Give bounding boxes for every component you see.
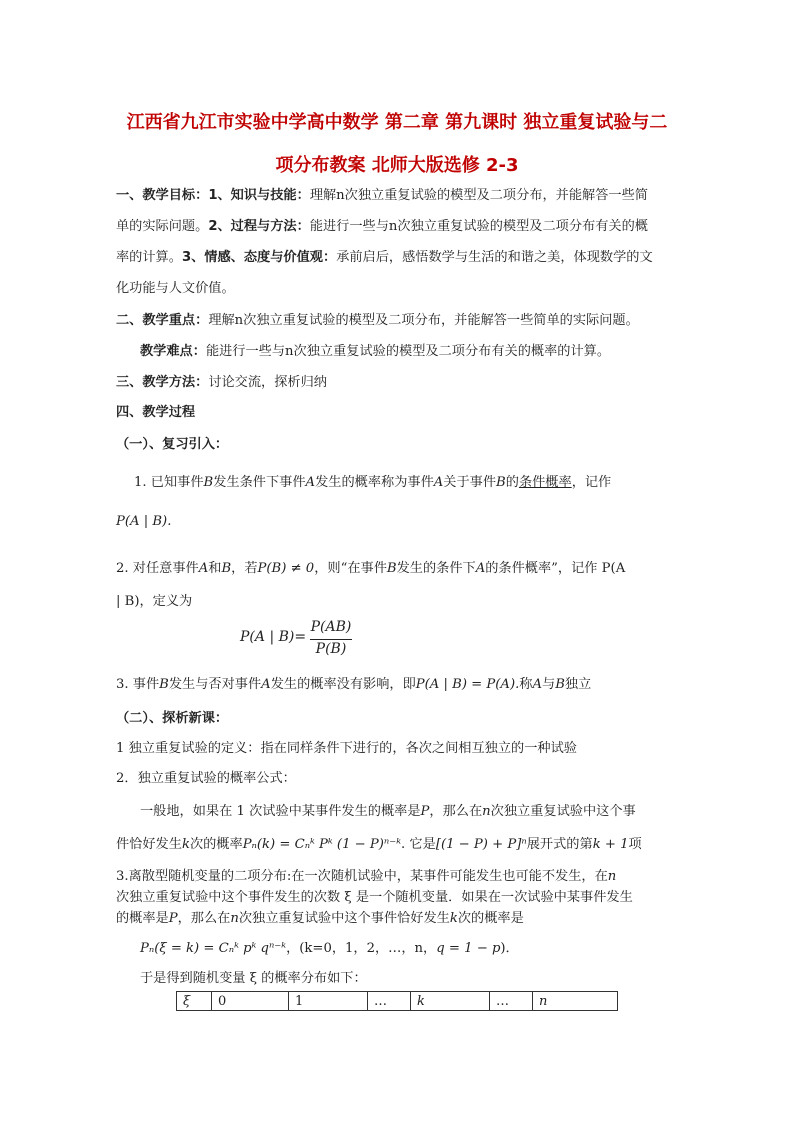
distribution-formula: Pₙ(ξ = k) = Cₙᵏ pᵏ qⁿ⁻ᵏ (140, 941, 287, 956)
binomial-expansion: [(1 − P) + P]ⁿ (435, 837, 527, 852)
review-heading: （一）、复习引入： (116, 437, 229, 452)
text-run: 发生的条件下 (396, 561, 476, 576)
objectives-line-1 (116, 187, 648, 205)
table-cell: 0 (212, 992, 289, 1011)
text-run: 展开式的第 (526, 837, 593, 852)
text-run: 2. 对任意事件 (116, 561, 199, 576)
text-run: 一般地，如果在 1 次试验中某事件发生的概率是 (140, 804, 421, 819)
distribution-intro: 于是得到随机变量 ξ 的概率分布如下： (140, 971, 367, 986)
var-n: n (230, 911, 239, 926)
var-b: B (159, 677, 169, 692)
review-item-1-formula: P(A | B). (116, 514, 172, 529)
new-item-3-line-1 (116, 868, 616, 886)
new-item-1: 1 独立重复试验的定义：指在同样条件下进行的，各次之间相互独立的一种试验 (116, 741, 577, 756)
term-index: k + 1 (592, 837, 629, 852)
text-run: 件恰好发生 (116, 837, 182, 852)
objective-3-text-cont: 化功能与人文价值。 (116, 281, 235, 296)
conditional-probability-term: 条件概率 (518, 475, 572, 490)
text-run: 独立 (564, 677, 592, 692)
new-item-3-line-3 (116, 910, 524, 928)
review-item-2 (116, 560, 625, 578)
process-heading: 四、教学过程 (116, 405, 196, 420)
text-run: 1. 已知事件 (134, 475, 204, 490)
key-points-text: 理解n次独立重复试验的模型及二项分布，并能解答一些简单的实际问题。 (208, 313, 639, 328)
objective-1-label: 1、知识与技能： (208, 188, 310, 203)
key-points-heading: 二、教学重点： (116, 313, 209, 328)
var-p: P (168, 911, 178, 926)
new-item-2-formula-line (116, 836, 642, 854)
table-cell: 1 (289, 992, 368, 1011)
var-n: n (482, 804, 491, 819)
objective-3-label: 3、情感、态度与价值观： (181, 250, 337, 265)
text-run: 的概率是 (116, 911, 169, 926)
review-item-1 (134, 474, 611, 492)
var-b: B (221, 561, 232, 576)
condition-formula: P(B) ≠ 0 (257, 561, 315, 576)
text-run: ，那么在 (177, 911, 231, 926)
objectives-heading: 一、教学目标： (116, 188, 209, 203)
text-run: ，(k=0，1，2，…，n， (286, 941, 437, 956)
table-cell: ξ (177, 992, 212, 1011)
var-a: A (198, 561, 209, 576)
text-run: 关于事件 (443, 475, 497, 490)
text-run: 项 (628, 837, 642, 852)
var-n: n (607, 869, 617, 884)
var-a: A (305, 475, 316, 490)
definition-lhs: P(A | B)= (240, 629, 307, 645)
text-run: 的条件概率”，记作 P(A (485, 561, 626, 576)
objective-2-text-cont: 率的计算。 (116, 250, 182, 265)
text-run: 3.离散型随机变量的二项分布:在一次随机试验中，某事件可能发生也可能不发生，在 (116, 869, 608, 884)
table-cell: … (368, 992, 411, 1011)
objectives-line-2 (116, 218, 648, 236)
methods-heading: 三、教学方法： (116, 375, 209, 390)
table-cell: k (411, 992, 490, 1011)
text-run: 发生的概率称为事件 (315, 475, 434, 490)
objective-2-label: 2、过程与方法： (208, 219, 310, 234)
text-run: 次独立重复试验中这个事 (490, 804, 636, 819)
var-b: B (555, 677, 565, 692)
title-line-2: 项分布教案 北师大版选修 2-3 (275, 155, 519, 176)
var-a: A (532, 677, 543, 692)
methods-line (116, 374, 327, 392)
binomial-probability-formula: Pₙ(k) = Cₙᵏ Pᵏ (1 − P)ⁿ⁻ᵏ (242, 837, 402, 852)
new-item-2: 2．独立重复试验的概率公式： (116, 771, 296, 786)
var-b: B (386, 561, 397, 576)
text-run: 与 (542, 677, 556, 692)
text-run: 次的概率是 (457, 911, 524, 926)
table-row (177, 992, 618, 1011)
var-k: k (181, 837, 190, 852)
var-p: P (420, 804, 430, 819)
fraction-bar (310, 639, 352, 640)
new-item-2-text (140, 803, 636, 821)
new-lesson-heading: （二）、探析新课： (116, 711, 229, 726)
difficulty-line (140, 343, 610, 361)
difficulty-text: 能进行一些与n次独立重复试验的模型及二项分布有关的概率的计算。 (205, 344, 611, 359)
objective-1-text: 理解n次独立重复试验的模型及二项分布，并能解答一些简 (309, 188, 648, 203)
var-b: B (203, 475, 214, 490)
objective-1-text-cont: 单的实际问题。 (116, 219, 209, 234)
objective-2-text: 能进行一些与n次独立重复试验的模型及二项分布有关的概 (309, 219, 648, 234)
probability-distribution-table (176, 991, 618, 1011)
new-item-3-line-2: 次独立重复试验中这个事件发生的次数 ξ 是一个随机变量．如果在一次试验中某事件发生 (116, 890, 633, 905)
text-run: 发生的概率没有影响，即 (270, 677, 416, 692)
var-a: A (433, 475, 444, 490)
text-run: ，若 (231, 561, 258, 576)
objectives-line-3 (116, 249, 653, 267)
independence-formula: P(A | B) = P(A). (415, 677, 520, 692)
var-k: k (449, 911, 458, 926)
text-run: . 它是 (401, 837, 436, 852)
title-line-1: 江西省九江市实验中学高中数学 第二章 第九课时 独立重复试验与二 (126, 112, 668, 133)
var-a: A (475, 561, 486, 576)
text-run: 次的概率 (189, 837, 243, 852)
definition-numerator: P(AB) (310, 619, 352, 635)
var-a: A (261, 677, 271, 692)
text-run: 次独立重复试验中这个事件恰好发生 (238, 911, 450, 926)
text-run: ，记作 (571, 475, 612, 490)
text-run: 3. 事件 (116, 677, 160, 692)
text-run: ，则“在事件 (314, 561, 387, 576)
text-run: 和 (208, 561, 222, 576)
text-run: 的 (505, 475, 519, 490)
text-run: 发生与否对事件 (168, 677, 262, 692)
methods-text: 讨论交流，探析归纳 (208, 375, 327, 390)
var-b: B (496, 475, 506, 490)
table-cell: n (533, 992, 618, 1011)
q-definition: q = 1 − p (436, 941, 501, 956)
text-run: ，那么在 (429, 804, 483, 819)
text-run: 称 (519, 677, 533, 692)
difficulty-heading: 教学难点： (140, 344, 206, 359)
review-item-3 (116, 676, 591, 694)
binomial-distribution-formula (140, 940, 519, 958)
definition-denominator: P(B) (315, 641, 347, 657)
text-run: 发生条件下事件 (213, 475, 306, 490)
table-cell: … (490, 992, 533, 1011)
objectives-line-4 (116, 280, 235, 298)
text-run: )． (500, 941, 519, 956)
review-item-2-cont: | B)，定义为 (116, 594, 193, 609)
key-points-line (116, 312, 639, 330)
objective-3-text: 承前启后，感悟数学与生活的和谐之美，体现数学的文 (336, 250, 653, 265)
